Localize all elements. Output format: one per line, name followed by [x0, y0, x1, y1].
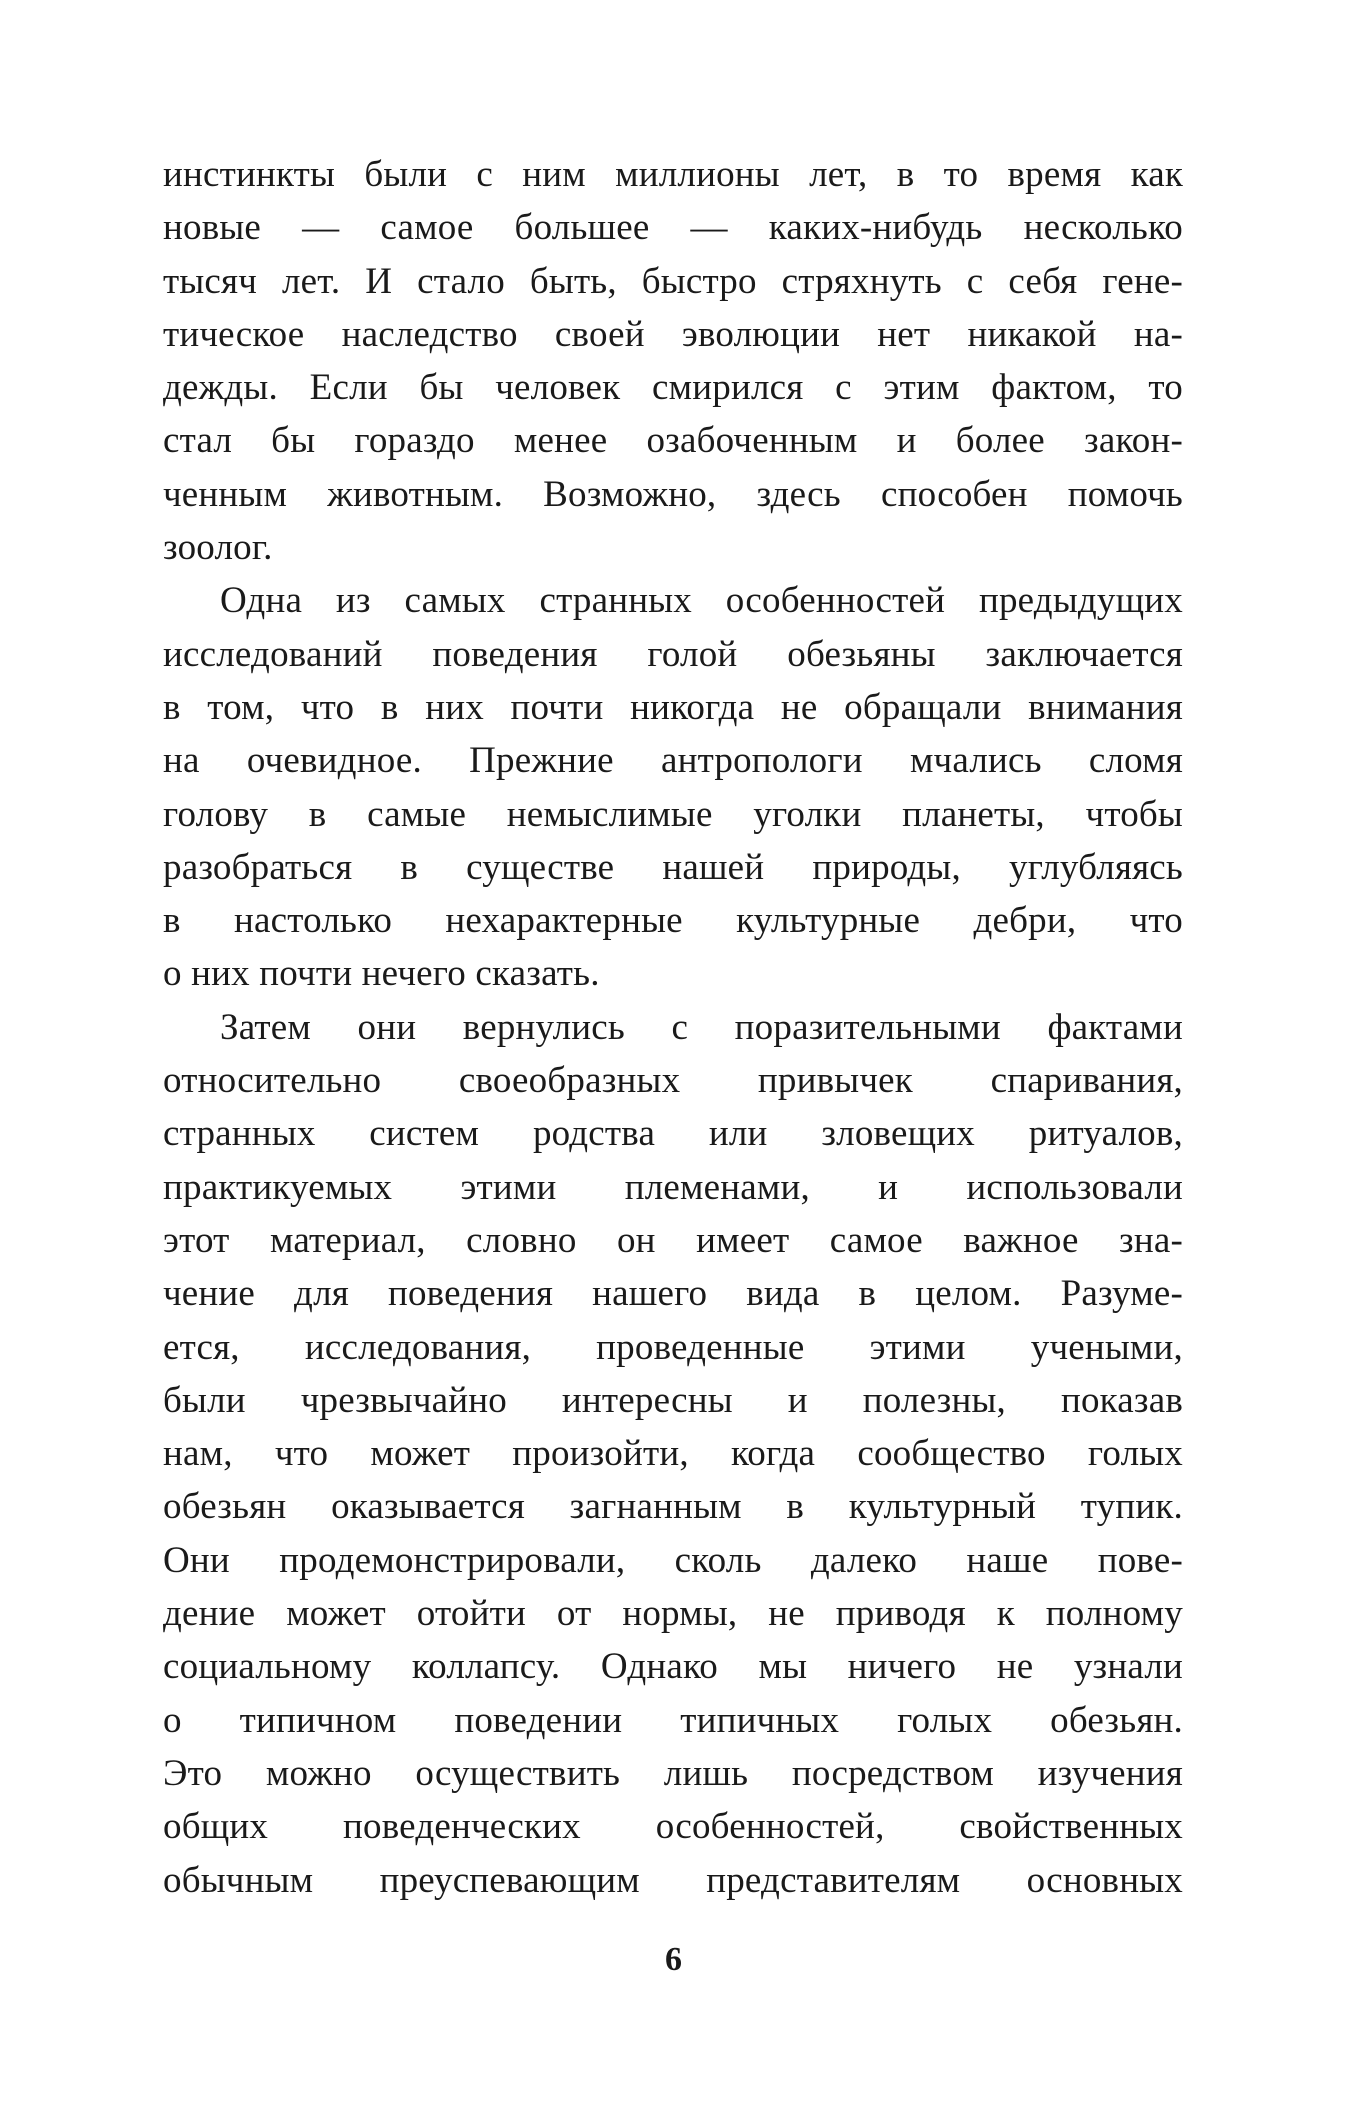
- text-line: чение для поведения нашего вида в целом. Разуме-: [163, 1273, 1183, 1315]
- text-line: странных систем родства или зловещих ритуалов,: [163, 1113, 1183, 1155]
- text-line: Это можно осуществить лишь посредством изучения: [163, 1752, 1183, 1794]
- text-line: тическое наследство своей эволюции нет никакой на-: [163, 313, 1183, 355]
- text-line: дение может отойти от нормы, не приводя к полному: [163, 1593, 1183, 1635]
- text-line: на очевидное. Прежние антропологи мчались сломя: [163, 740, 1183, 782]
- text-line: ченным животным. Возможно, здесь способен помочь: [163, 473, 1183, 515]
- text-line: исследований поведения голой обезьяны заключается: [163, 633, 1183, 675]
- paragraph-first-line: Затем они вернулись с поразительными фактами: [220, 1006, 1183, 1048]
- text-line: практикуемых этими племенами, и использовали: [163, 1166, 1183, 1208]
- text-line: в том, что в них почти никогда не обращали внимания: [163, 686, 1183, 728]
- text-line: разобраться в существе нашей природы, углубляясь: [163, 846, 1183, 888]
- text-line: зоолог.: [163, 527, 273, 569]
- text-line: новые — самое большее — каких-нибудь несколько: [163, 207, 1183, 249]
- text-line: относительно своеобразных привычек спаривания,: [163, 1060, 1183, 1102]
- text-line: о них почти нечего сказать.: [163, 953, 600, 995]
- text-line: этот материал, словно он имеет самое важное зна-: [163, 1219, 1183, 1261]
- text-line: общих поведенческих особенностей, свойственных: [163, 1806, 1183, 1848]
- text-line: Они продемонстрировали, сколь далеко наше пове-: [163, 1539, 1183, 1581]
- text-line: обезьян оказывается загнанным в культурный тупик.: [163, 1486, 1183, 1528]
- text-line: стал бы гораздо менее озабоченным и более закон-: [163, 420, 1183, 462]
- body-text: [163, 148, 1183, 1907]
- text-line: ется, исследования, проведенные этими учеными,: [163, 1326, 1183, 1368]
- text-line: дежды. Если бы человек смирился с этим фактом, то: [163, 367, 1183, 409]
- text-line: нам, что может произойти, когда сообщество голых: [163, 1433, 1183, 1475]
- text-line: тысяч лет. И стало быть, быстро стряхнуть с себя гене-: [163, 260, 1183, 302]
- page-number: 6: [665, 1941, 682, 1978]
- text-line: в настолько нехарактерные культурные дебри, что: [163, 900, 1183, 942]
- text-line: были чрезвычайно интересны и полезны, показав: [163, 1379, 1183, 1421]
- text-line: инстинкты были с ним миллионы лет, в то время как: [163, 154, 1183, 195]
- text-line: голову в самые немыслимые уголки планеты, чтобы: [163, 793, 1183, 835]
- text-line: социальному коллапсу. Однако мы ничего не узнали: [163, 1646, 1183, 1688]
- text-line: о типичном поведении типичных голых обезьян.: [163, 1699, 1183, 1741]
- paragraph-first-line: Одна из самых странных особенностей предыдущих: [220, 580, 1183, 622]
- text-line: обычным преуспевающим представителям основных: [163, 1859, 1183, 1901]
